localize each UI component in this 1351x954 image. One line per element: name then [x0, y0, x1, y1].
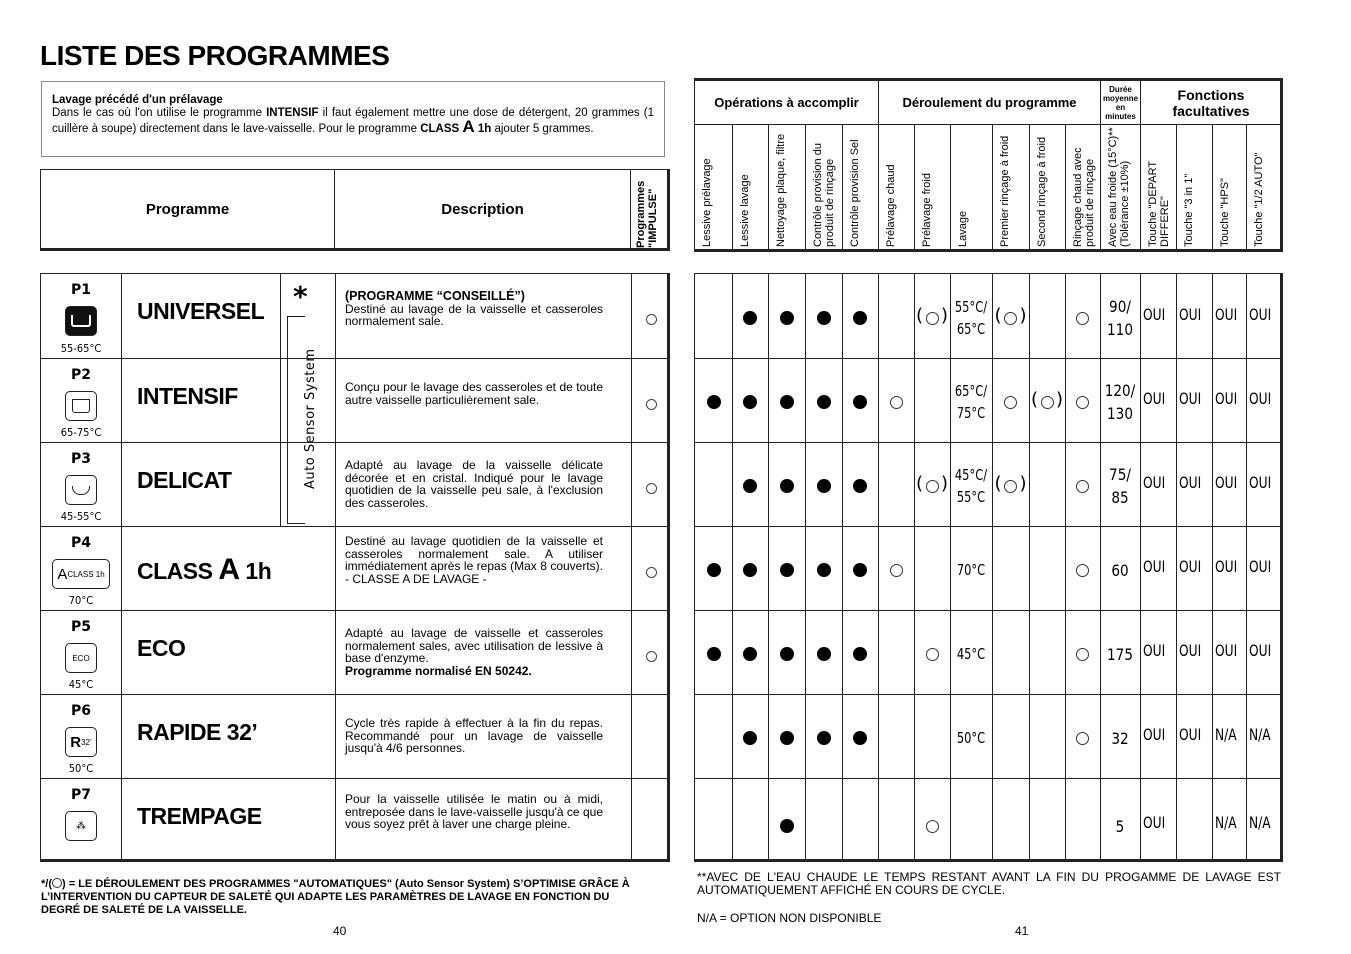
column-header-label: Nettoyage plaque, filtre	[775, 133, 787, 247]
circle-icon	[1076, 396, 1089, 409]
column-header-label: Touche "1/2 AUTO"	[1253, 152, 1265, 247]
program-name-1h: 1h	[245, 558, 272, 584]
wash-temperature	[953, 296, 989, 340]
program-description	[345, 627, 603, 677]
bullet-icon	[780, 311, 794, 325]
left-table-header	[40, 169, 670, 251]
circle-icon	[1004, 312, 1017, 325]
wash-temperature	[953, 559, 989, 581]
circle-icon	[1004, 480, 1017, 493]
option-availability: OUI	[1179, 557, 1202, 576]
bullet-icon	[817, 479, 831, 493]
bullet-icon	[853, 311, 867, 325]
circle-icon	[1076, 732, 1089, 745]
program-row	[41, 610, 667, 694]
circle-icon	[926, 480, 939, 493]
program-name: UNIVERSEL	[137, 298, 265, 324]
wash-temperature	[953, 380, 989, 424]
na-note: N/A = OPTION NON DISPONIBLE	[697, 911, 882, 925]
program-name: ECO	[137, 635, 186, 661]
option-availability: OUI	[1249, 641, 1272, 660]
program-number: P5	[70, 619, 91, 635]
option-availability: OUI	[1215, 473, 1238, 492]
option-availability: OUI	[1143, 389, 1166, 408]
program-name: DELICAT	[137, 467, 232, 493]
column-header-label: Contrôle provision Sel	[849, 139, 861, 247]
wash-temperature-line: 45°C/	[954, 466, 988, 484]
circle-icon	[926, 648, 939, 661]
column-header	[732, 125, 768, 252]
program-description	[345, 381, 603, 406]
circle-icon	[1076, 312, 1089, 325]
program-row	[41, 526, 667, 610]
glass-bowl-icon	[65, 475, 97, 505]
bullet-icon	[780, 563, 794, 577]
column-header	[1100, 125, 1140, 252]
description-note: Programme normalisé EN 50242.	[345, 663, 532, 678]
column-header	[1246, 125, 1281, 252]
description-text: Conçu pour le lavage des casseroles et de toute autre vaisselle particulièrement sale.	[345, 380, 603, 407]
impulse-indicator	[646, 567, 657, 578]
program-row	[41, 274, 667, 358]
icon-label: 32’	[81, 737, 92, 747]
footnote-symbol: */(	[41, 878, 52, 890]
option-availability: OUI	[1215, 389, 1238, 408]
paren-open: (	[916, 305, 924, 326]
note-text-3: ajouter 5 grammes.	[494, 123, 594, 135]
class-a-icon	[52, 559, 110, 589]
paren-close: )	[941, 305, 949, 326]
wash-temperature	[953, 727, 989, 749]
column-header	[1140, 125, 1176, 252]
group-duration: Durée moyenne en minutes	[1100, 81, 1140, 125]
option-availability: OUI	[1179, 641, 1202, 660]
wash-temperature-line: 75°C	[956, 404, 986, 422]
soak-icon: ⁂	[65, 811, 97, 841]
option-availability: OUI	[1249, 473, 1272, 492]
circle-icon	[926, 820, 939, 833]
circle-icon	[1076, 648, 1089, 661]
column-header-label: Avec eau froide (15°C)** (Tolérance ±10%)	[1107, 127, 1131, 247]
program-row	[41, 694, 667, 778]
column-header	[1029, 125, 1065, 252]
option-availability: OUI	[1249, 557, 1272, 576]
program-description	[345, 535, 603, 585]
prewash-note	[41, 81, 665, 157]
program-name-class: CLASS	[137, 558, 213, 584]
program-temperature: 55-65°C	[60, 342, 102, 355]
program-description	[345, 793, 603, 831]
duration-minutes	[1103, 643, 1137, 666]
bullet-icon	[853, 731, 867, 745]
duration-line: 5	[1115, 816, 1125, 836]
column-header-label: Touche "3 in 1"	[1183, 173, 1195, 247]
bullet-icon	[853, 647, 867, 661]
column-header-label: Prélavage froid	[921, 173, 933, 247]
program-temperature: 45°C	[68, 678, 94, 691]
paren-open: (	[1031, 389, 1039, 410]
bullet-icon	[780, 479, 794, 493]
page-number-right: 41	[1015, 924, 1029, 938]
duration-line: 32	[1111, 728, 1129, 748]
impulse-indicator	[646, 399, 657, 410]
wash-temperature-line: 55°C/	[954, 298, 988, 316]
bullet-icon	[817, 311, 831, 325]
footnote-symbol-end: )	[62, 878, 66, 890]
note-bold-1h: 1h	[477, 123, 492, 135]
paren-open: (	[994, 305, 1002, 326]
column-header-label: Lessive prélavage	[701, 158, 713, 247]
note-bold-a: A	[462, 117, 475, 136]
group-program-steps: Déroulement du programme	[878, 81, 1100, 125]
description-text: Adapté au lavage de la vaisselle délicate décorée et en cristal. Indiqué pour le lavage quotidien de la vaisselle peu sale, à l'exclusion des casseroles.	[345, 458, 603, 510]
column-header-label: Second rinçage à froid	[1036, 136, 1048, 247]
column-header-label: Rinçage chaud avec produit de rinçage	[1072, 147, 1096, 247]
column-header-label: Lessive lavage	[739, 174, 751, 247]
bullet-icon	[853, 395, 867, 409]
column-header	[992, 125, 1029, 252]
wash-temperature-line: 50°C	[956, 729, 986, 747]
note-bold-intensif: INTENSIF	[266, 107, 319, 119]
paren-open: (	[994, 473, 1002, 494]
pot-steam-icon	[65, 391, 97, 421]
bullet-icon	[780, 731, 794, 745]
option-availability: OUI	[1179, 473, 1202, 492]
column-header	[1212, 125, 1246, 252]
footnote-hot-water: **AVEC DE L'EAU CHAUDE LE TEMPS RESTANT AVANT LA FIN DU PROGAMME DE LAVAGE EST AUTOMATIQUEMENT AFFICHÉ EN COURS DE CYCLE.	[697, 870, 1281, 897]
option-availability: OUI	[1215, 305, 1238, 324]
option-availability: OUI	[1249, 305, 1272, 324]
program-description	[345, 290, 603, 328]
program-number: P7	[70, 787, 91, 803]
auto-sensor-label: Auto Sensor System	[303, 348, 318, 489]
program-name-a: A	[218, 553, 240, 586]
program-temperature: 45-55°C	[60, 510, 102, 523]
wash-temperature-line: 70°C	[956, 561, 986, 579]
program-row	[41, 442, 667, 526]
option-availability: N/A	[1215, 725, 1237, 744]
circle-icon	[926, 312, 939, 325]
option-availability: OUI	[1215, 641, 1238, 660]
duration-line: 60	[1111, 560, 1129, 580]
note-text-1: Dans le cas où l'on utilise le programme	[52, 107, 262, 119]
pot-filled-icon	[65, 306, 97, 336]
icon-label: CLASS 1h	[67, 569, 105, 579]
duration-line: 75/	[1109, 465, 1131, 484]
circle-icon	[1076, 564, 1089, 577]
duration-minutes	[1103, 727, 1137, 750]
option-availability: OUI	[1179, 305, 1202, 324]
option-availability: OUI	[1143, 725, 1166, 744]
bullet-icon	[743, 563, 757, 577]
option-availability: OUI	[1143, 557, 1166, 576]
column-header-label: Prélavage chaud	[885, 164, 897, 247]
note-heading: Lavage précédé d'un prélavage	[52, 94, 223, 106]
option-availability: OUI	[1143, 641, 1166, 660]
page-number-left: 40	[333, 924, 347, 938]
bullet-icon	[707, 395, 721, 409]
bullet-icon	[743, 311, 757, 325]
option-availability: N/A	[1249, 813, 1271, 832]
icon-letter-a: A	[57, 565, 68, 583]
duration-line: 120/	[1104, 381, 1136, 400]
bullet-icon	[817, 731, 831, 745]
description-heading: (PROGRAMME “CONSEILLÉ”)	[345, 289, 525, 303]
wash-temperature-line: 65°C	[956, 320, 986, 338]
bullet-icon	[780, 647, 794, 661]
column-header	[768, 125, 805, 252]
option-availability: OUI	[1215, 557, 1238, 576]
program-row	[41, 778, 667, 862]
duration-minutes	[1103, 379, 1137, 425]
description-text: Adapté au lavage de vaisselle et casseroles normalement sales, avec utilisation de lessive à base d'enzyme.	[345, 626, 603, 665]
program-list-table	[40, 273, 670, 862]
column-header	[914, 125, 950, 252]
paren-close: )	[1056, 389, 1064, 410]
eco-icon	[65, 643, 97, 673]
option-availability: OUI	[1179, 725, 1202, 744]
column-header	[695, 125, 732, 252]
program-row	[41, 358, 667, 442]
column-header	[878, 125, 914, 252]
note-text-2: il faut également mettre une dose de détergent, 20 grammes (1 cuillère à soupe) directement dans le lave-vaisselle. Pour le programme	[52, 107, 655, 135]
program-number: P6	[70, 703, 91, 719]
column-header	[1176, 125, 1212, 252]
program-name: INTENSIF	[137, 383, 238, 409]
option-availability: N/A	[1249, 725, 1271, 744]
program-description	[345, 459, 603, 509]
duration-minutes	[1103, 463, 1137, 509]
right-table-header	[694, 78, 1283, 252]
paren-close: )	[941, 473, 949, 494]
duration-line: 110	[1107, 320, 1133, 339]
program-number: P4	[70, 535, 91, 551]
bullet-icon	[817, 647, 831, 661]
impulse-indicator	[646, 314, 657, 325]
duration-minutes	[1103, 559, 1137, 582]
paren-close: )	[1019, 473, 1027, 494]
wash-temperature-line: 45°C	[956, 645, 986, 663]
description-text: Destiné au lavage quotidien de la vaisselle et casseroles normalement sale. A utiliser immédiatement après le repas (Max 8 couverts). - CLASSE A DE LAVAGE -	[345, 534, 603, 586]
duration-minutes	[1103, 815, 1137, 838]
description-text: Cycle très rapide à effectuer à la fin du repas. Recommandé pour un lavage de vaisselle jusqu'à 4/6 personnes.	[345, 716, 603, 755]
impulse-indicator	[646, 483, 657, 494]
group-operations: Opérations à accomplir	[695, 81, 878, 125]
option-availability: OUI	[1179, 389, 1202, 408]
duration-minutes	[1103, 295, 1137, 341]
program-number: P3	[70, 451, 91, 467]
paren-open: (	[916, 473, 924, 494]
header-impulse: Programmes "IMPULSE"	[635, 180, 659, 248]
circle-icon	[52, 878, 62, 888]
option-availability: OUI	[1143, 813, 1166, 832]
column-header	[950, 125, 992, 252]
header-programme: Programme	[41, 170, 335, 248]
program-temperature: 70°C	[68, 594, 94, 607]
duration-line: 175	[1107, 644, 1133, 664]
duration-line: 130	[1107, 404, 1133, 423]
bullet-icon	[743, 395, 757, 409]
column-header	[842, 125, 878, 252]
rapid-icon: R 32’	[65, 727, 97, 757]
program-number: P1	[70, 282, 91, 298]
circle-icon	[1004, 396, 1017, 409]
impulse-indicator	[646, 651, 657, 662]
icon-label: ECO	[72, 653, 90, 663]
option-availability: OUI	[1143, 305, 1166, 324]
column-header-label: Premier rinçage à froid	[999, 135, 1011, 247]
circle-icon	[890, 396, 903, 409]
page-title: LISTE DES PROGRAMMES	[40, 40, 390, 71]
column-header-label: Touche "DEPART DIFFERE"	[1147, 161, 1171, 247]
circle-icon	[1076, 480, 1089, 493]
program-temperature: 50°C	[68, 762, 94, 775]
program-name	[137, 553, 271, 587]
program-name: TREMPAGE	[137, 803, 262, 829]
bullet-icon	[707, 647, 721, 661]
footnote-text: = LE DÉROULEMENT DES PROGRAMMES "AUTOMATIQUES" (Auto Sensor System) S’OPTIMISE GRÂCE À L’INTERVENTION DU CAPTEUR DE SALETÉ QUI ADAPTE LES PARAMÈTRES DE LAVAGE EN FONCTION DU DEGRÉ DE SALETÉ DE LA VAISSELLE.	[41, 878, 630, 916]
program-name: RAPIDE 32’	[137, 719, 258, 745]
wash-temperature-line: 65°C/	[954, 382, 988, 400]
column-header-label: Lavage	[957, 210, 969, 247]
note-body	[52, 107, 654, 136]
asterisk: *	[293, 280, 308, 313]
column-header	[1065, 125, 1100, 252]
bullet-icon	[853, 563, 867, 577]
description-text: Pour la vaisselle utilisée le matin ou à midi, entreposée dans le lave-vaisselle jusqu'à ce que vous soyez prêt à laver une charge pleine.	[345, 792, 603, 831]
bullet-icon	[780, 395, 794, 409]
bullet-icon	[817, 563, 831, 577]
header-description: Description	[335, 170, 631, 248]
circle-icon	[1041, 396, 1054, 409]
bullet-icon	[743, 647, 757, 661]
bullet-icon	[853, 479, 867, 493]
option-availability: OUI	[1249, 389, 1272, 408]
column-header	[805, 125, 842, 252]
bullet-icon	[743, 731, 757, 745]
group-options: Fonctions facultatives	[1140, 81, 1281, 125]
duration-line: 90/	[1109, 297, 1131, 316]
program-description	[345, 717, 603, 755]
column-header-label: Touche "HPS"	[1219, 178, 1231, 247]
wash-temperature	[953, 464, 989, 508]
program-steps-table	[694, 273, 1283, 862]
circle-icon	[890, 564, 903, 577]
bullet-icon	[707, 563, 721, 577]
column-header-label: Contrôle provision du produit de rinçage	[812, 143, 836, 247]
program-temperature: 65-75°C	[60, 426, 102, 439]
bullet-icon	[817, 395, 831, 409]
description-text: Destiné au lavage de la vaisselle et casseroles normalement sale.	[345, 301, 603, 328]
option-availability: N/A	[1215, 813, 1237, 832]
wash-temperature	[953, 643, 989, 665]
bullet-icon	[743, 479, 757, 493]
wash-temperature-line: 55°C	[956, 488, 986, 506]
footnote-auto-sensor	[41, 877, 651, 917]
option-availability: OUI	[1143, 473, 1166, 492]
note-bold-class: CLASS	[420, 123, 460, 135]
paren-close: )	[1019, 305, 1027, 326]
bullet-icon	[780, 819, 794, 833]
duration-line: 85	[1111, 488, 1129, 507]
program-number: P2	[70, 367, 91, 383]
